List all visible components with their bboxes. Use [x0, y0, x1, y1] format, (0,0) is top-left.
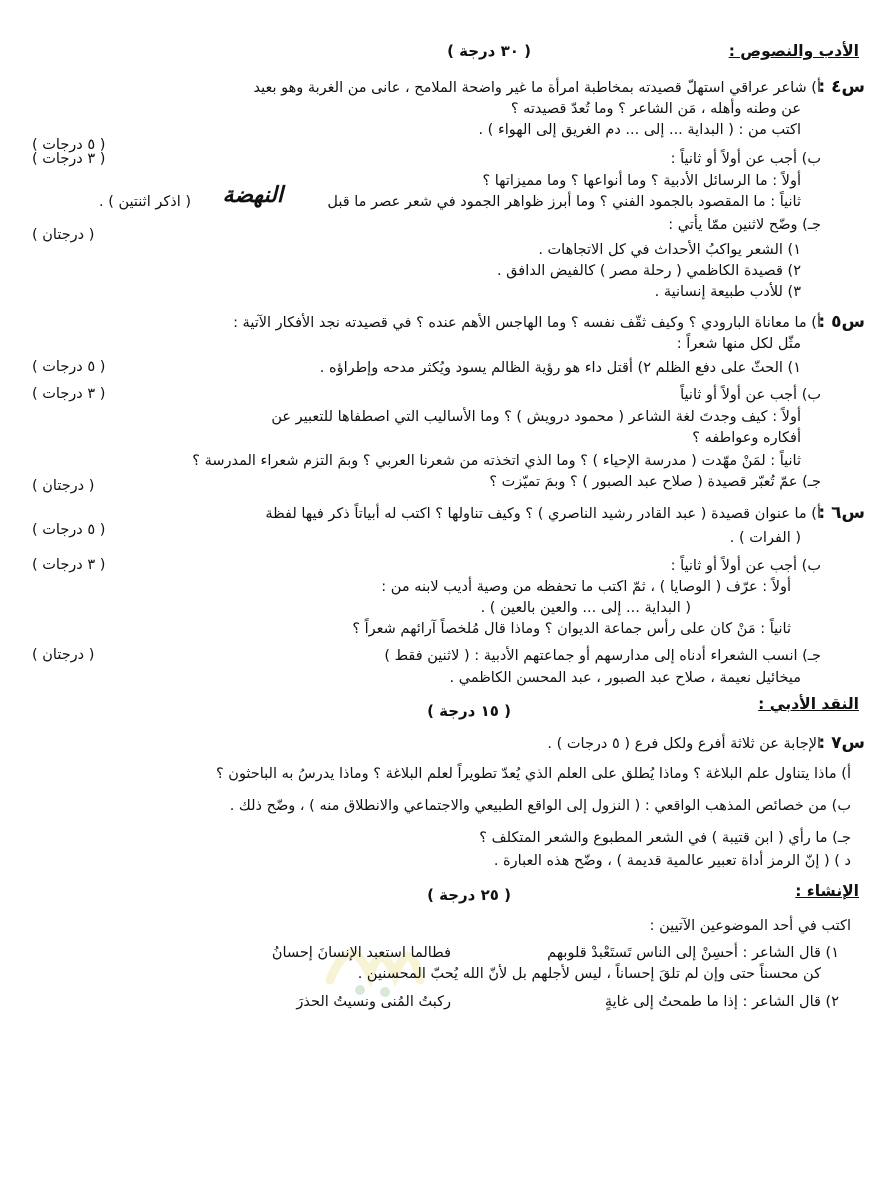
handwritten-word: النهضة — [222, 182, 283, 208]
q4-a-line2: عن وطنه وأهله ، مَن الشاعر ؟ وما تُعدّ قصيدته ؟ — [510, 101, 801, 117]
q5-b-line2: أولاً : كيف وجدتَ لغة الشاعر ( محمود درويش ) ؟ وما الأساليب التي اصطفاها للتعبير عن — [271, 409, 801, 425]
q7-d: د ) ( إنّ الرمز أداة تعبير عالمية قديمة ) ، وضّح هذه العبارة . — [493, 853, 851, 869]
q4-c-line3: ٢) قصيدة الكاظمي ( رحلة مصر ) كالفيض الدافق . — [496, 263, 801, 279]
q4-c-line4: ٣) للأدب طبيعة إنسانية . — [654, 284, 801, 300]
q5-b-marks: ( ٣ درجات ) — [32, 386, 106, 402]
essay-topic1-line2: كن محسناً حتى وإن لم تلقَ إحساناً ، ليس لأجلهم بل لأنّ الله يُحبّ المحسنين . — [357, 966, 821, 982]
q4-c-line1: جـ) وضّح لاثنين ممّا يأتي : — [668, 217, 821, 233]
q7-c: جـ) ما رأي ( ابن قتيبة ) في الشعر المطبوع والشعر المتكلف ؟ — [479, 830, 851, 846]
q4-a-line3: اكتب من : ( البداية ... إلى ... دم الغريق إلى الهواء ) . — [478, 122, 801, 138]
q5-c-line1: جـ) عمّ تُعبّر قصيدة ( صلاح عبد الصبور ) ؟ وبمَ تميّزت ؟ — [489, 474, 821, 490]
q5-a-line3: ١) الحثّ على دفع الظلم ٢) أقتل داء هو رؤية الظالم يسود ويُكثر مدحه وإطراؤه . — [319, 360, 801, 376]
section-heading-composition: الإنشاء : — [795, 882, 859, 900]
q6-b-marks: ( ٣ درجات ) — [32, 557, 106, 573]
q5-a-line2: مثّل لكل منها شعراً : — [676, 336, 801, 352]
q6-b-line1: ب) أجب عن أولاً أو ثانياً : — [670, 558, 821, 574]
section-grade-composition: ( ٢٥ درجة ) — [427, 886, 511, 904]
q6-a-line1: أ) ما عنوان قصيدة ( عبد القادر رشيد الناصري ) ؟ وكيف تناولها ؟ اكتب له أبياتاً ذكر فيها لفظة — [265, 506, 821, 522]
q6-a-line2: ( الفرات ) . — [729, 530, 801, 546]
essay-topic1-part1: ١) قال الشاعر : أحسِنْ إلى الناس تَستَعْبدْ قلوبهم — [547, 945, 839, 961]
q6-c-marks: ( درجتان ) — [32, 647, 95, 663]
section-heading-literature: الأدب والنصوص : — [728, 42, 859, 60]
essay-intro: اكتب في أحد الموضوعين الآتيين : — [649, 918, 851, 934]
q4-a-line1: أ) شاعر عراقي استهلّ قصيدته بمخاطبة امرأة ما غير واضحة الملامح ، عانى من الغربة وهو بعيد — [253, 80, 821, 96]
q6-b-line2: أولاً : عرّف ( الوصايا ) ، ثمّ اكتب ما تحفظه من وصية أديب لابنه من : — [381, 579, 791, 595]
q4-a-marks: ( ٥ درجات ) — [32, 137, 106, 153]
essay-topic2-part2: ركبتُ المُنى ونسيتُ الحذرَ — [296, 994, 451, 1010]
q5-b-line3: أفكاره وعواطفه ؟ — [692, 430, 801, 446]
q4-b-line3: ثانياً : ما المقصود بالجمود الفني ؟ وما أبرز ظواهر الجمود في شعر عصر ما قبل — [327, 194, 801, 210]
q4-number: س٤ : — [818, 77, 865, 97]
q7-b: ب) من خصائص المذهب الواقعي : ( النزول إلى الواقع الطبيعي والاجتماعي والانطلاق منه ) ، وضّح ذلك . — [229, 798, 851, 814]
q5-a-line1: أ) ما معاناة البارودي ؟ وكيف ثقّف نفسه ؟ وما الهاجس الأهم عنده ؟ في قصيدته نجد الأفكار الآتية : — [233, 315, 821, 331]
q5-b-line4: ثانياً : لمَنْ مهّدت ( مدرسة الإحياء ) ؟ وما الذي اتخذته من شعرنا العربي ؟ وبمَ التزم شعراء المدرسة ؟ — [192, 453, 801, 469]
q4-b-line1: ب) أجب عن أولاً أو ثانياً : — [670, 151, 821, 167]
essay-topic2-part1: ٢) قال الشاعر : إذا ما طمحتُ إلى غايةٍ — [604, 994, 839, 1010]
q6-b-line3: ( البداية ... إلى ... والعين بالعين ) . — [480, 600, 691, 616]
section-grade-literature: ( ٣٠ درجة ) — [447, 42, 531, 60]
q5-number: س٥ : — [818, 312, 865, 332]
q4-b-line3-end: ( اذكر اثنتين ) . — [99, 194, 191, 210]
q7-number: س٧ : — [818, 733, 865, 753]
q7-a: أ) ماذا يتناول علم البلاغة ؟ وماذا يُطلق على العلم الذي يُعدّ تطويراً لعلم البلاغة ؟ وماذا يدرسُ به الباحثون ؟ — [215, 766, 851, 782]
q4-b-marks: ( ٣ درجات ) — [32, 151, 106, 167]
q4-c-marks: ( درجتان ) — [32, 227, 95, 243]
q5-a-marks: ( ٥ درجات ) — [32, 359, 106, 375]
q4-c-line2: ١) الشعر يواكبُ الأحداث في كل الاتجاهات . — [538, 242, 801, 258]
essay-topic1-part2: فطالما استعبد الإنسانَ إحسانُ — [271, 945, 451, 961]
section-grade-criticism: ( ١٥ درجة ) — [427, 702, 511, 720]
q6-b-line4: ثانياً : مَنْ كان على رأس جماعة الديوان ؟ وماذا قال مُلخصاً آرائهم شعراً ؟ — [352, 621, 791, 637]
q6-c-line2: ميخائيل نعيمة ، صلاح عبد الصبور ، عبد المحسن الكاظمي . — [449, 670, 801, 686]
q4-b-line2: أولاً : ما الرسائل الأدبية ؟ وما أنواعها ؟ وما مميزاتها ؟ — [482, 173, 801, 189]
q5-c-marks: ( درجتان ) — [32, 478, 95, 494]
q7-intro: الإجابة عن ثلاثة أفرع ولكل فرع ( ٥ درجات ) . — [547, 736, 821, 752]
section-heading-criticism: النقد الأدبي : — [758, 695, 859, 713]
q6-a-marks: ( ٥ درجات ) — [32, 522, 106, 538]
q6-c-line1: جـ) انسب الشعراء أدناه إلى مدارسهم أو جماعتهم الأدبية : ( لاثنين فقط ) — [384, 648, 821, 664]
q6-number: س٦ : — [818, 503, 865, 523]
q5-b-line1: ب) أجب عن أولاً أو ثانياً — [680, 387, 821, 403]
